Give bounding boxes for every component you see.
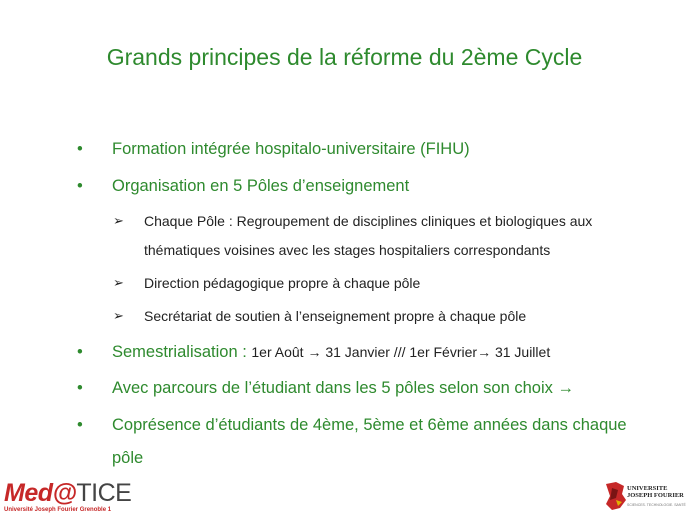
semester-part: 1er Août bbox=[251, 344, 308, 360]
sub-bullet-text: thématiques voisines avec les stages hospitaliers correspondants bbox=[144, 242, 551, 258]
sub-bullet-text: Chaque Pôle : Regroupement de disciplines cliniques et biologiques aux bbox=[144, 213, 593, 229]
semester-label: Semestrialisation : bbox=[112, 343, 252, 361]
university-name-line1: UNIVERSITE bbox=[627, 485, 668, 492]
sub-bullet-arrow-icon: ➢ bbox=[113, 275, 124, 290]
sub-bullet-arrow-icon: ➢ bbox=[113, 213, 124, 228]
university-emblem-icon bbox=[602, 480, 628, 512]
bullet-text: Organisation en 5 Pôles d’enseignement bbox=[112, 177, 410, 195]
semester-part: 31 Juillet bbox=[491, 344, 551, 360]
sub-bullet-arrow-icon: ➢ bbox=[113, 308, 124, 323]
logo-suffix-text: TICE bbox=[76, 479, 132, 507]
slide-title: Grands principes de la réforme du 2ème Cycle bbox=[106, 44, 583, 70]
bullet-dot: • bbox=[77, 343, 83, 361]
medatice-logo bbox=[4, 481, 154, 515]
bullet-text: Formation intégrée hospitalo-universitaire (FIHU) bbox=[112, 140, 470, 158]
bullet-dot: • bbox=[77, 140, 83, 158]
parcours-text: Avec parcours de l’étudiant dans les 5 pôles selon son choix bbox=[112, 379, 558, 397]
logo-subtitle: Université Joseph Fourier Grenoble 1 bbox=[4, 507, 112, 513]
bullet-text bbox=[112, 343, 550, 362]
university-logo bbox=[602, 476, 686, 514]
bullet-text: Coprésence d’étudiants de 4ème, 5ème et 6ème années dans chaque bbox=[112, 416, 627, 434]
bullet-text bbox=[112, 379, 574, 398]
bullet-text: pôle bbox=[112, 449, 144, 467]
bullet-dot: • bbox=[77, 379, 83, 397]
sub-bullet-text: Secrétariat de soutien à l’enseignement propre à chaque pôle bbox=[144, 308, 527, 324]
arrow-icon: → bbox=[477, 344, 492, 360]
university-subtitle: SCIENCES. TECHNOLOGIE. SANTÉ bbox=[627, 503, 686, 507]
semester-part: 31 Janvier /// 1er Février bbox=[321, 344, 478, 360]
university-name-line2: JOSEPH FOURIER bbox=[627, 492, 684, 499]
arrow-icon: → bbox=[307, 344, 322, 360]
bullet-dot: • bbox=[77, 416, 83, 434]
bullet-dot: • bbox=[77, 177, 83, 195]
arrow-icon: → bbox=[557, 379, 574, 397]
logo-main-text: Med@ bbox=[4, 479, 77, 507]
sub-bullet-text: Direction pédagogique propre à chaque pôle bbox=[144, 275, 421, 291]
